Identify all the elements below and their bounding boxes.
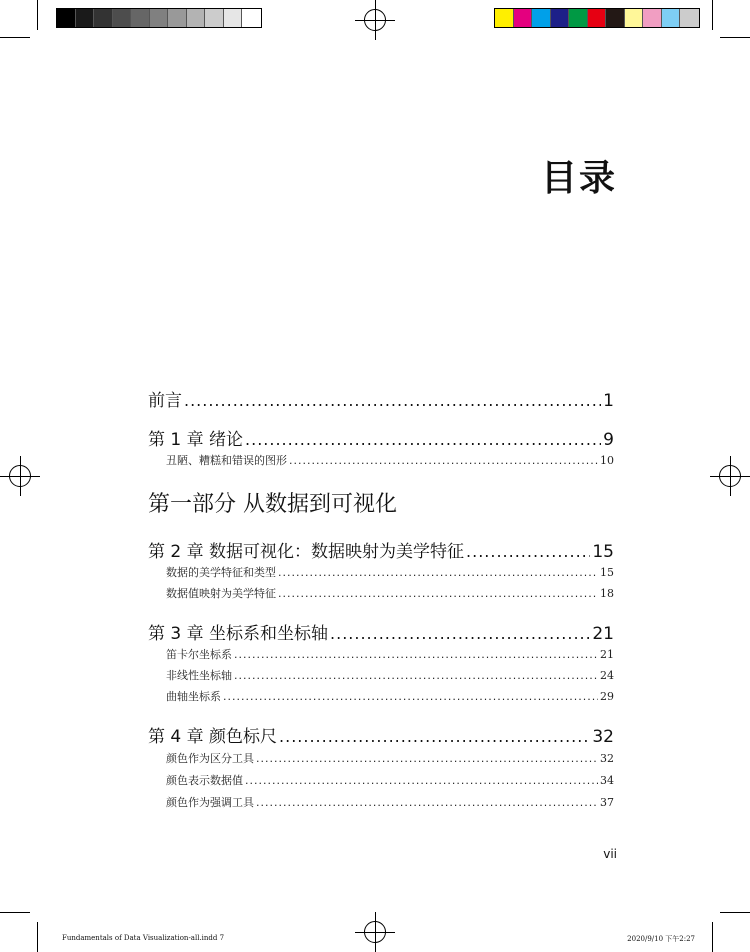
color-swatch bbox=[113, 9, 132, 27]
toc-entry-label: 数据的美学特征和类型 bbox=[166, 566, 276, 579]
toc-entry-section[interactable] bbox=[166, 688, 614, 704]
color-swatch bbox=[625, 9, 644, 27]
toc-entry-section[interactable] bbox=[166, 585, 614, 601]
toc-entry-page: 21 bbox=[600, 648, 614, 661]
color-swatch bbox=[242, 9, 261, 27]
toc-entry-section[interactable] bbox=[166, 750, 614, 766]
color-swatch bbox=[205, 9, 224, 27]
color-swatch bbox=[680, 9, 699, 27]
toc-entry-page: 37 bbox=[600, 796, 614, 809]
toc-entry-label: 笛卡尔坐标系 bbox=[166, 648, 232, 661]
toc-entry-section[interactable] bbox=[166, 564, 614, 580]
crop-mark-tl-v bbox=[37, 0, 38, 30]
dot-leader bbox=[330, 624, 590, 643]
toc-entry-chapter-1[interactable] bbox=[148, 425, 614, 450]
color-swatch bbox=[224, 9, 243, 27]
crop-mark-tl-h bbox=[0, 37, 30, 38]
dot-leader bbox=[223, 690, 598, 703]
toc-entry-preface[interactable] bbox=[148, 386, 614, 411]
dot-leader bbox=[256, 752, 598, 765]
crop-mark-br-v bbox=[712, 922, 713, 952]
toc-entry-page: 15 bbox=[592, 542, 614, 562]
toc-entry-label: 第 1 章 绪论 bbox=[148, 430, 244, 450]
color-swatch bbox=[532, 9, 551, 27]
crop-mark-tr-h bbox=[720, 37, 750, 38]
registration-mark-left bbox=[0, 456, 40, 496]
dot-leader bbox=[278, 587, 598, 600]
toc-entry-page: 24 bbox=[600, 669, 614, 682]
dot-leader bbox=[466, 542, 590, 561]
color-swatch bbox=[514, 9, 533, 27]
color-swatch bbox=[187, 9, 206, 27]
dot-leader bbox=[234, 648, 598, 661]
toc-entry-label: 颜色作为强调工具 bbox=[166, 796, 254, 809]
color-swatch bbox=[131, 9, 150, 27]
toc-entry-page: 15 bbox=[600, 566, 614, 579]
color-swatch bbox=[57, 9, 76, 27]
toc-entry-label: 前言 bbox=[148, 391, 182, 411]
toc-entry-page: 1 bbox=[603, 391, 614, 411]
color-swatch bbox=[588, 9, 607, 27]
slug-timestamp: 2020/9/10 下午2:27 bbox=[627, 935, 695, 943]
slug-filename: Fundamentals of Data Visualization-all.indd 7 bbox=[62, 934, 225, 942]
toc-entry-page: 34 bbox=[600, 774, 614, 787]
registration-mark-top bbox=[355, 0, 395, 40]
page-number: vii bbox=[603, 847, 617, 861]
dot-leader bbox=[245, 430, 601, 449]
toc-entry-label: 颜色作为区分工具 bbox=[166, 752, 254, 765]
toc-entry-label: 第 3 章 坐标系和坐标轴 bbox=[148, 624, 329, 644]
toc-entry-page: 9 bbox=[603, 430, 614, 450]
toc-entry-label: 颜色表示数据值 bbox=[166, 774, 243, 787]
color-swatch bbox=[495, 9, 514, 27]
dot-leader bbox=[289, 454, 598, 467]
toc-entry-page: 32 bbox=[592, 727, 614, 747]
process-color-bar bbox=[494, 8, 700, 28]
gray-color-bar bbox=[56, 8, 262, 28]
dot-leader bbox=[245, 774, 598, 787]
part-heading: 第一部分 从数据到可视化 bbox=[148, 492, 397, 517]
dot-leader bbox=[278, 566, 598, 579]
color-swatch bbox=[569, 9, 588, 27]
toc-entry-label: 曲轴坐标系 bbox=[166, 690, 221, 703]
toc-entry-section[interactable] bbox=[166, 772, 614, 788]
toc-entry-label: 数据值映射为美学特征 bbox=[166, 587, 276, 600]
color-swatch bbox=[94, 9, 113, 27]
toc-entry-page: 32 bbox=[600, 752, 614, 765]
toc-entry-page: 18 bbox=[600, 587, 614, 600]
crop-mark-br-h bbox=[720, 912, 750, 913]
toc-entry-label: 第 4 章 颜色标尺 bbox=[148, 727, 278, 747]
crop-mark-tr-v bbox=[712, 0, 713, 30]
toc-entry-page: 10 bbox=[600, 454, 614, 467]
toc-entry-chapter-2[interactable] bbox=[148, 537, 614, 562]
toc-entry-section[interactable] bbox=[166, 646, 614, 662]
page-title: 目录 bbox=[540, 158, 617, 199]
crop-mark-bl-h bbox=[0, 912, 30, 913]
toc-entry-section[interactable] bbox=[166, 667, 614, 683]
toc-entry-section[interactable] bbox=[166, 794, 614, 810]
color-swatch bbox=[606, 9, 625, 27]
crop-mark-bl-v bbox=[37, 922, 38, 952]
color-swatch bbox=[168, 9, 187, 27]
color-swatch bbox=[643, 9, 662, 27]
toc-entry-page: 21 bbox=[592, 624, 614, 644]
dot-leader bbox=[234, 669, 598, 682]
color-swatch bbox=[76, 9, 95, 27]
dot-leader bbox=[256, 796, 598, 809]
color-swatch bbox=[551, 9, 570, 27]
dot-leader bbox=[279, 727, 590, 746]
toc-entry-label: 非线性坐标轴 bbox=[166, 669, 232, 682]
dot-leader bbox=[184, 391, 601, 410]
color-swatch bbox=[150, 9, 169, 27]
toc-entry-section[interactable] bbox=[166, 452, 614, 468]
toc-entry-chapter-3[interactable] bbox=[148, 619, 614, 644]
toc-entry-label: 第 2 章 数据可视化：数据映射为美学特征 bbox=[148, 542, 465, 562]
toc-entry-label: 丑陋、糟糕和错误的图形 bbox=[166, 454, 287, 467]
toc-entry-page: 29 bbox=[600, 690, 614, 703]
registration-mark-right bbox=[710, 456, 750, 496]
toc-entry-chapter-4[interactable] bbox=[148, 722, 614, 747]
color-swatch bbox=[662, 9, 681, 27]
registration-mark-bottom bbox=[355, 912, 395, 952]
